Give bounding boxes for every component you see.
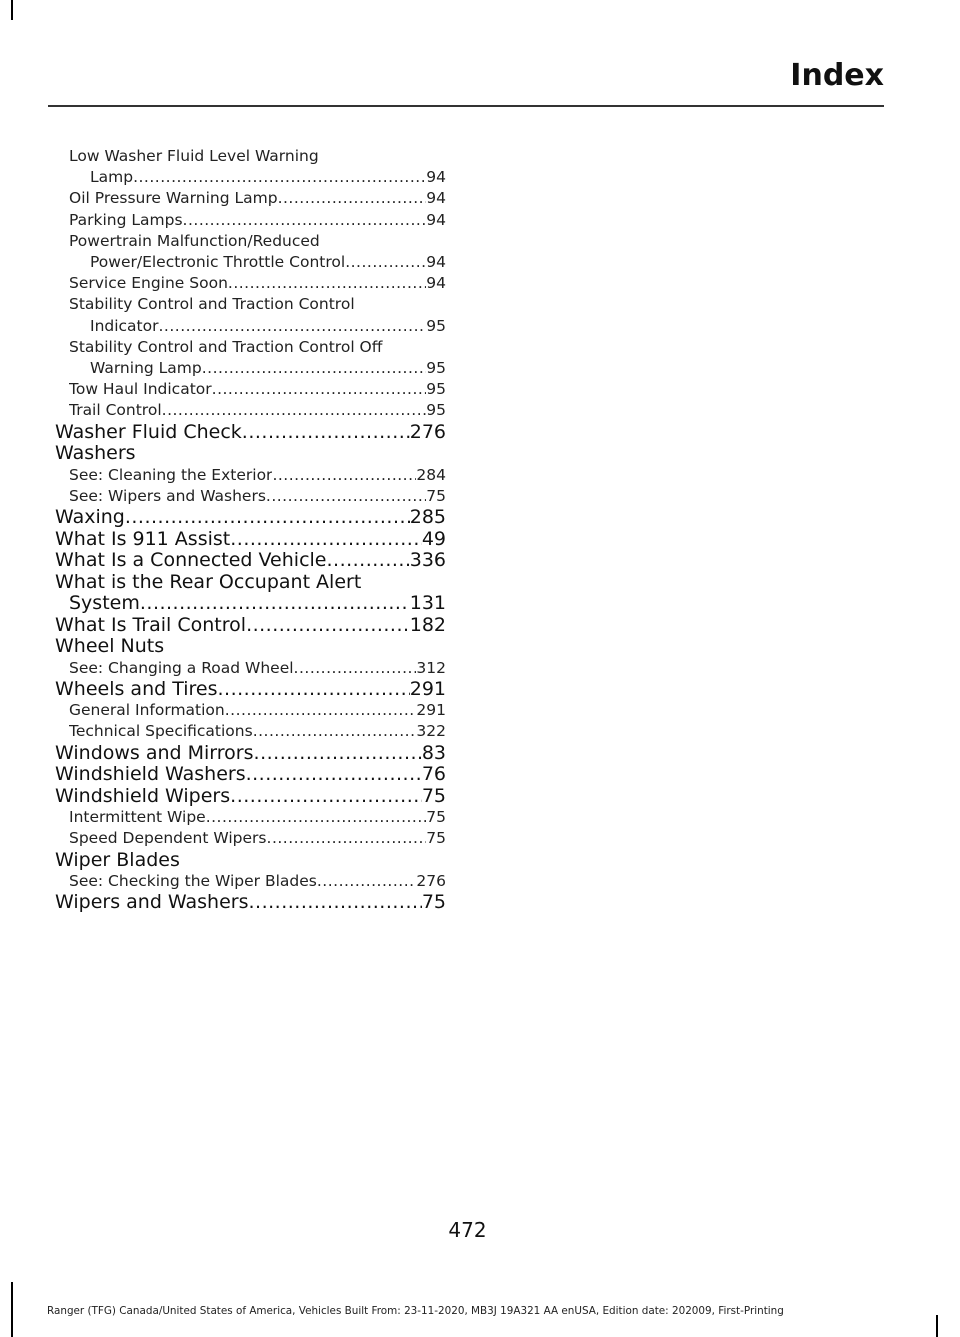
entry-label: Waxing	[55, 507, 125, 529]
index-entry[interactable]	[55, 786, 446, 808]
header-rule	[48, 105, 884, 107]
entry-label: Wiper Blades	[55, 849, 180, 871]
entry-page-number[interactable]: 284	[416, 465, 446, 484]
page-title: Index	[790, 58, 884, 93]
entry-label: Washer Fluid Check	[55, 421, 242, 443]
index-subentry[interactable]	[69, 465, 446, 486]
entry-label: General Information	[69, 701, 225, 720]
index-subentry[interactable]	[69, 486, 446, 507]
entry-label: See: Changing a Road Wheel	[69, 658, 294, 677]
entry-label: Wheel Nuts	[55, 636, 165, 658]
entry-label: See: Cleaning the Exterior	[69, 465, 273, 484]
entry-page-number[interactable]: 75	[421, 892, 446, 914]
entry-page-number[interactable]: 75	[426, 808, 446, 827]
entry-page-number[interactable]: 291	[416, 701, 446, 720]
index-subentry[interactable]	[69, 807, 446, 828]
dot-leader	[294, 658, 417, 679]
entry-page-number[interactable]: 94	[426, 210, 446, 229]
entry-label: Washers	[55, 443, 136, 465]
dot-leader	[249, 892, 422, 914]
dot-leader	[266, 486, 426, 507]
entry-label: Oil Pressure Warning Lamp	[69, 189, 278, 208]
entry-label-line: Stability Control and Traction Control	[69, 295, 355, 314]
entry-page-number[interactable]: 94	[426, 274, 446, 293]
entry-page-number[interactable]: 83	[421, 742, 446, 764]
dot-leader	[246, 764, 422, 786]
dot-leader	[202, 358, 427, 379]
entry-page-number[interactable]: 95	[426, 359, 446, 378]
entry-page-number[interactable]: 94	[426, 189, 446, 208]
index-subentry[interactable]	[69, 379, 446, 400]
page-number: 472	[448, 1218, 487, 1242]
entry-label: Windows and Mirrors	[55, 742, 254, 764]
index-entry[interactable]	[55, 550, 446, 572]
entry-page-number[interactable]: 95	[426, 380, 446, 399]
dot-leader	[230, 786, 422, 808]
entry-page-number[interactable]: 291	[409, 678, 446, 700]
entry-label: Indicator	[90, 316, 159, 335]
dot-leader	[345, 252, 426, 273]
index-list	[55, 146, 446, 914]
entry-label: Windshield Wipers	[55, 785, 231, 807]
index-entry[interactable]	[55, 850, 446, 872]
entry-label: Speed Dependent Wipers	[69, 829, 267, 848]
index-subentry[interactable]	[69, 231, 446, 273]
index-subentry[interactable]	[69, 658, 446, 679]
dot-leader	[225, 700, 417, 721]
entry-label: Power/Electronic Throttle Control	[90, 253, 346, 272]
footer-note: Ranger (TFG) Canada/United States of America, Vehicles Built From: 23-11-2020, MB3J 19A321 AA enUSA, Edition date: 202009, First-Printing	[47, 1305, 784, 1317]
index-subentry[interactable]	[69, 188, 446, 209]
entry-label: Parking Lamps	[69, 210, 183, 229]
index-entry[interactable]	[55, 572, 446, 615]
dot-leader	[159, 316, 427, 337]
index-entry[interactable]	[55, 422, 446, 444]
dot-leader	[326, 550, 409, 572]
index-subentry[interactable]	[69, 273, 446, 294]
dot-leader	[267, 828, 427, 849]
entry-label: See: Checking the Wiper Blades	[69, 872, 317, 891]
index-subentry[interactable]	[69, 210, 446, 231]
entry-page-number[interactable]: 276	[409, 421, 446, 443]
dot-leader	[242, 422, 410, 444]
crop-mark-top-left-v	[11, 0, 13, 20]
entry-page-number[interactable]: 94	[426, 168, 446, 187]
dot-leader	[133, 167, 426, 188]
entry-label: Wheels and Tires	[55, 678, 218, 700]
dot-leader	[183, 210, 427, 231]
index-entry[interactable]	[55, 636, 446, 658]
entry-label-line: Low Washer Fluid Level Warning	[69, 147, 319, 165]
index-entry[interactable]	[55, 615, 446, 637]
entry-page-number[interactable]: 49	[421, 528, 446, 550]
entry-label: Lamp	[90, 168, 134, 187]
dot-leader	[317, 871, 417, 892]
entry-label-line: What is the Rear Occupant Alert	[55, 570, 362, 593]
entry-page-number[interactable]: 336	[409, 550, 446, 572]
index-entry[interactable]	[55, 443, 446, 465]
index-subentry[interactable]	[69, 828, 446, 849]
dot-leader	[230, 529, 422, 551]
entry-label: Intermittent Wipe	[69, 808, 206, 827]
entry-page-number[interactable]: 75	[421, 785, 446, 807]
index-subentry[interactable]	[69, 871, 446, 892]
dot-leader	[254, 743, 422, 765]
index-subentry[interactable]	[69, 700, 446, 721]
entry-label: What Is 911 Assist	[55, 528, 231, 550]
index-subentry[interactable]	[69, 146, 446, 188]
entry-page-number[interactable]: 182	[409, 614, 446, 636]
dot-leader	[125, 507, 410, 529]
dot-leader	[206, 807, 427, 828]
dot-leader	[253, 721, 417, 742]
entry-label: System	[69, 593, 140, 615]
crop-mark-bottom-right-v	[936, 1315, 938, 1337]
dot-leader	[228, 273, 426, 294]
entry-page-number[interactable]: 322	[416, 722, 446, 741]
entry-label: What Is a Connected Vehicle	[55, 550, 327, 572]
entry-page-number[interactable]: 76	[421, 764, 446, 786]
index-entry[interactable]	[55, 679, 446, 701]
index-subentry[interactable]	[69, 400, 446, 421]
dot-leader	[272, 465, 416, 486]
entry-page-number[interactable]: 312	[416, 658, 446, 677]
crop-mark-bottom-left-v	[11, 1282, 13, 1337]
entry-page-number[interactable]: 285	[409, 507, 446, 529]
entry-label: Windshield Washers	[55, 764, 246, 786]
entry-label-line: Stability Control and Traction Control Off	[69, 337, 383, 356]
entry-page-number[interactable]: 75	[426, 829, 446, 848]
index-entry[interactable]	[55, 529, 446, 551]
dot-leader	[246, 615, 410, 637]
index-subentry[interactable]	[69, 721, 446, 742]
index-entry[interactable]	[55, 764, 446, 786]
dot-leader	[140, 593, 410, 615]
entry-page-number[interactable]: 95	[426, 316, 446, 335]
dot-leader	[162, 400, 427, 421]
entry-label-line: Powertrain Malfunction/Reduced	[69, 231, 320, 250]
index-entry[interactable]	[55, 507, 446, 529]
entry-label: See: Wipers and Washers	[69, 486, 266, 505]
entry-label: Trail Control	[69, 401, 162, 420]
entry-page-number[interactable]: 131	[409, 593, 446, 615]
entry-page-number[interactable]: 95	[426, 401, 446, 420]
index-entry[interactable]	[55, 892, 446, 914]
dot-leader	[218, 679, 410, 701]
entry-label: Warning Lamp	[90, 359, 202, 378]
entry-page-number[interactable]: 276	[416, 872, 446, 891]
entry-label: Tow Haul Indicator	[69, 380, 212, 399]
dot-leader	[278, 188, 427, 209]
entry-label: What Is Trail Control	[55, 614, 247, 636]
entry-label: Wipers and Washers	[55, 892, 249, 914]
dot-leader	[212, 379, 427, 400]
entry-label: Technical Specifications	[69, 722, 253, 741]
index-subentry[interactable]	[69, 294, 446, 336]
index-entry[interactable]	[55, 743, 446, 765]
entry-page-number[interactable]: 75	[426, 486, 446, 505]
index-subentry[interactable]	[69, 337, 446, 379]
entry-page-number[interactable]: 94	[426, 253, 446, 272]
entry-label: Service Engine Soon	[69, 274, 228, 293]
